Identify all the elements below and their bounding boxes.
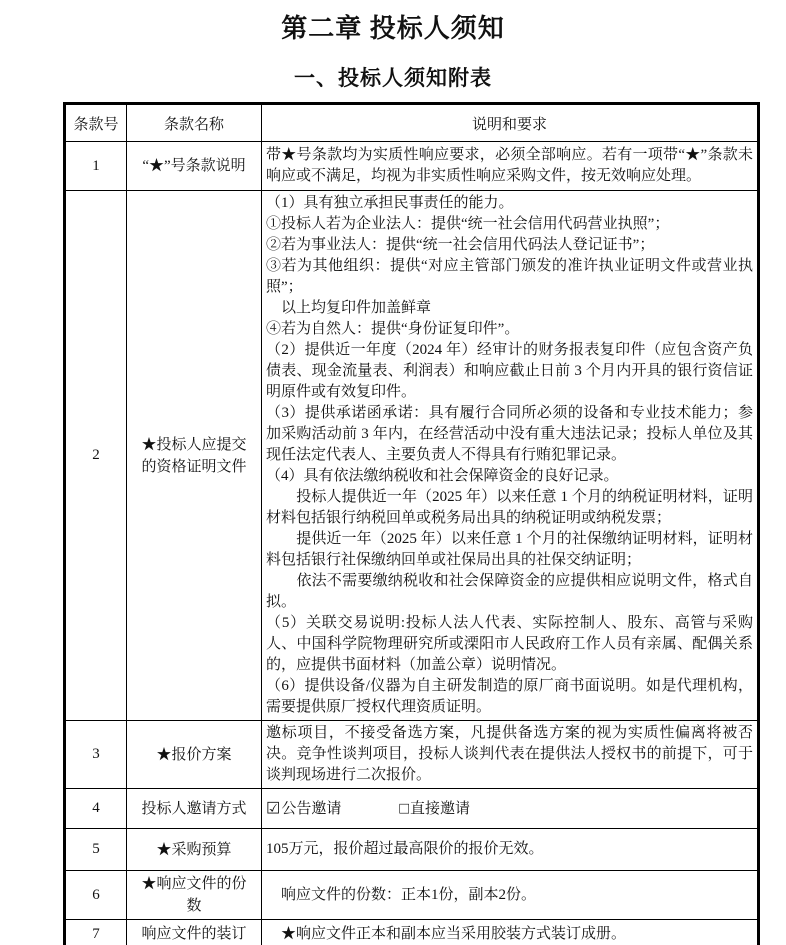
invite-method-option [399, 798, 470, 820]
page-title: 第二章 投标人须知 [281, 14, 505, 43]
clause-name-cell: “★”号条款说明 [127, 142, 262, 191]
col-header-description: 说明和要求 [262, 104, 759, 142]
clause-paragraph: 邀标项目，不接受备选方案，凡提供备选方案的视为实质性偏离将被否决。竞争性谈判项目，投标人谈判代表在提供法人授权书的前提下，可于谈判现场进行二次报价。 [266, 725, 753, 783]
table-row [65, 789, 759, 829]
clause-number-cell: 2 [65, 191, 127, 721]
clause-content-cell [262, 721, 759, 789]
table-row [65, 142, 759, 191]
clause-paragraph: ④若为自然人：提供“身份证复印件”。 [266, 321, 520, 337]
clause-content-cell [262, 191, 759, 721]
clause-paragraph: ★响应文件正本和副本应当采用胶装方式装订成册。 [266, 925, 627, 942]
clause-paragraph: 响应文件的份数：正本1份，副本2份。 [266, 886, 537, 903]
clause-name-cell: ★报价方案 [127, 721, 262, 789]
clause-number-cell: 4 [65, 789, 127, 829]
clause-paragraph: （4）具有依法缴纳税收和社会保障资金的良好记录。 [266, 468, 619, 484]
clause-content-cell [262, 871, 759, 920]
clause-paragraph: 投标人提供近一年（2025 年）以来任意 1 个月的纳税证明材料，证明材料包括银行纳税回单或税务局出具的纳税证明或纳税发票； [266, 489, 753, 526]
clause-content-cell [262, 142, 759, 191]
table-row [65, 829, 759, 871]
clause-paragraph: ③若为其他组织：提供“对应主管部门颁发的准许执业证明文件或营业执照”； [266, 258, 753, 295]
clause-name-cell: ★投标人应提交的资格证明文件 [127, 191, 262, 721]
section-subtitle: 一、投标人须知附表 [294, 66, 492, 90]
table-row [65, 721, 759, 789]
clause-name-cell: ★采购预算 [127, 829, 262, 871]
clause-number-cell: 6 [65, 871, 127, 920]
clause-paragraph: 以上均复印件加盖鲜章 [266, 300, 432, 316]
table-body [65, 142, 759, 945]
clause-paragraph: （1）具有独立承担民事责任的能力。 [266, 195, 514, 211]
clause-paragraph: ②若为事业法人：提供“统一社会信用代码法人登记证书”； [266, 237, 655, 253]
clause-number-cell: 1 [65, 142, 127, 191]
checkbox-label: 直接邀请 [410, 800, 471, 817]
checkbox-label: 公告邀请 [281, 800, 342, 817]
bidder-notice-table [63, 102, 760, 945]
clause-number-cell: 7 [65, 920, 127, 945]
clause-paragraph: 依法不需要缴纳税收和社会保障资金的应提供相应说明文件，格式自拟。 [266, 573, 753, 610]
clause-name-cell: 响应文件的装订 [127, 920, 262, 945]
clause-paragraph: （5）关联交易说明:投标人法人代表、实际控制人、股东、高管与采购人、中国科学院物理研究所或溧阳市人民政府工作人员有亲属、配偶关系的，应提供书面材料（加盖公章）说明情况。 [266, 615, 753, 673]
clause-name-cell: 投标人邀请方式 [127, 789, 262, 829]
clause-paragraph: 提供近一年（2025 年）以来任意 1 个月的社保缴纳证明材料，证明材料包括银行社保缴纳回单或社保局出具的社保交纳证明； [266, 531, 753, 568]
clause-content-cell [262, 920, 759, 945]
clause-number-cell: 5 [65, 829, 127, 871]
clause-paragraph: ①投标人若为企业法人：提供“统一社会信用代码营业执照”； [266, 216, 670, 232]
invite-method-option [266, 798, 341, 820]
clause-paragraph: 带★号条款均为实质性响应要求，必须全部响应。若有一项带“★”条款未响应或不满足，均视为非实质性响应采购文件，按无效响应处理。 [266, 147, 753, 184]
table-header-row [65, 104, 759, 142]
clause-paragraph: 105万元，报价超过最高限价的报价无效。 [266, 841, 544, 857]
clause-number-cell: 3 [65, 721, 127, 789]
clause-name-cell: ★响应文件的份数 [127, 871, 262, 920]
table-row [65, 920, 759, 945]
col-header-clause-no: 条款号 [65, 104, 127, 142]
col-header-clause-name: 条款名称 [127, 104, 262, 142]
clause-content-cell [262, 789, 759, 829]
clause-paragraph: （3）提供承诺函承诺：具有履行合同所必须的设备和专业技术能力；参加采购活动前 3 年内，在经营活动中没有重大违法记录；投标人单位及其现任法定代表人、主要负责人不得具有行贿犯罪记录。 [266, 405, 753, 463]
clause-content-cell [262, 829, 759, 871]
clause-paragraph: （2）提供近一年度（2024 年）经审计的财务报表复印件（应包含资产负债表、现金流量表、利润表）和响应截止日前 3 个月内开具的银行资信证明原件或有效复印件。 [266, 342, 753, 400]
unchecked-checkbox-icon: □ [399, 800, 410, 817]
checked-checkbox-icon: ☑ [266, 800, 281, 817]
clause-paragraph: （6）提供设备/仪器为自主研发制造的原厂商书面说明。如是代理机构，需要提供原厂授权代理资质证明。 [266, 678, 753, 715]
table-row [65, 871, 759, 920]
table-row [65, 191, 759, 721]
